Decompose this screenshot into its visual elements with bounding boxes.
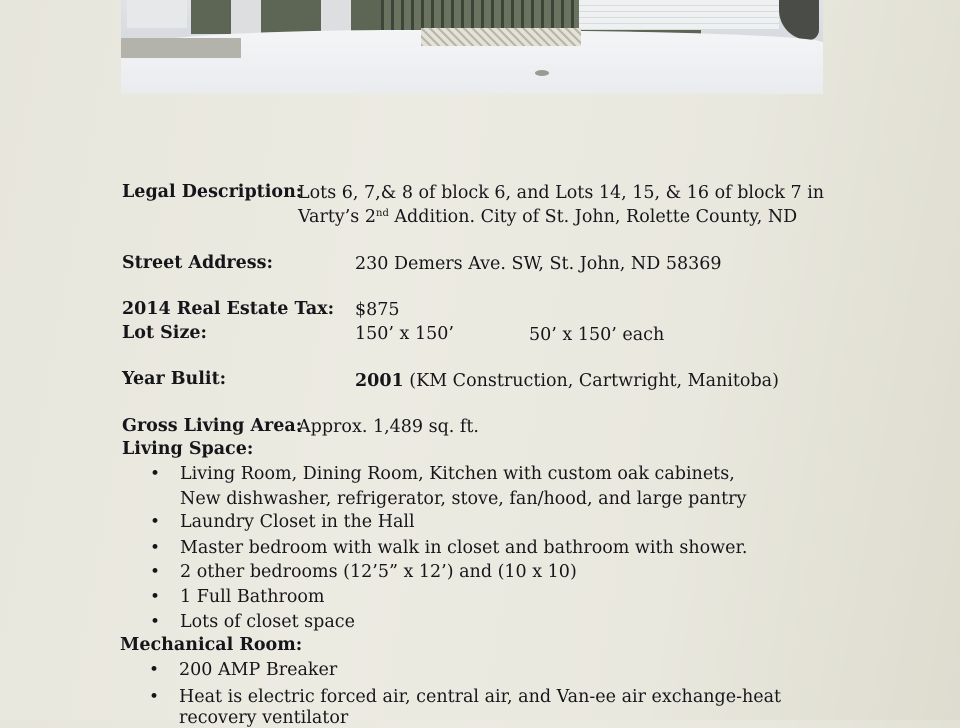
list-item: Master bedroom with walk in closet and bathroom with shower.	[180, 538, 748, 558]
list-item: 2 other bedrooms (12’5” x 12’) and (10 x 10)	[180, 562, 577, 582]
list-item: Lots of closet space	[180, 612, 355, 632]
lot-size-label: Lot Size:	[122, 323, 207, 343]
legal-description-label: Legal Description:	[122, 182, 303, 202]
lot-size-value: 150’ x 150’	[355, 324, 454, 344]
living-space-label: Living Space:	[122, 439, 254, 459]
bullet-icon: •	[150, 612, 161, 632]
bullet-icon: •	[150, 538, 161, 558]
legal-description-line-1: Lots 6, 7,& 8 of block 6, and Lots 14, 15, & 16 of block 7 in	[298, 183, 825, 203]
gross-living-area-value: Approx. 1,489 sq. ft.	[298, 417, 479, 437]
list-item: Laundry Closet in the Hall	[180, 512, 415, 532]
real-estate-tax-value: $875	[355, 300, 400, 320]
list-item: Heat is electric forced air, central air, and Van-ee air exchange-heat	[179, 687, 782, 707]
house-photo	[121, 0, 823, 94]
list-item: 200 AMP Breaker	[179, 660, 338, 680]
bullet-icon: •	[149, 687, 160, 707]
mechanical-room-label: Mechanical Room:	[120, 635, 303, 655]
bullet-icon: •	[150, 464, 161, 484]
gross-living-area-label: Gross Living Area:	[122, 416, 303, 436]
list-item: Living Room, Dining Room, Kitchen with custom oak cabinets,	[180, 464, 735, 484]
bullet-icon: •	[150, 562, 161, 582]
year-built-label: Year Bulit:	[122, 369, 227, 389]
lot-size-note: 50’ x 150’ each	[529, 325, 665, 345]
street-address-label: Street Address:	[122, 253, 273, 273]
legal-description-line-2: Varty’s 2nd Addition. City of St. John, Rolette County, ND	[298, 207, 798, 227]
street-address-value: 230 Demers Ave. SW, St. John, ND 58369	[355, 254, 722, 274]
list-item: 1 Full Bathroom	[180, 587, 325, 607]
real-estate-tax-label: 2014 Real Estate Tax:	[122, 299, 335, 319]
bullet-icon: •	[150, 512, 161, 532]
bullet-icon: •	[149, 660, 160, 680]
list-item-continued: New dishwasher, refrigerator, stove, fan/hood, and large pantry	[180, 489, 747, 509]
bullet-icon: •	[150, 587, 161, 607]
year-built-value: 2001 (KM Construction, Cartwright, Manitoba)	[355, 371, 779, 391]
list-item-continued: recovery ventilator	[179, 708, 349, 728]
